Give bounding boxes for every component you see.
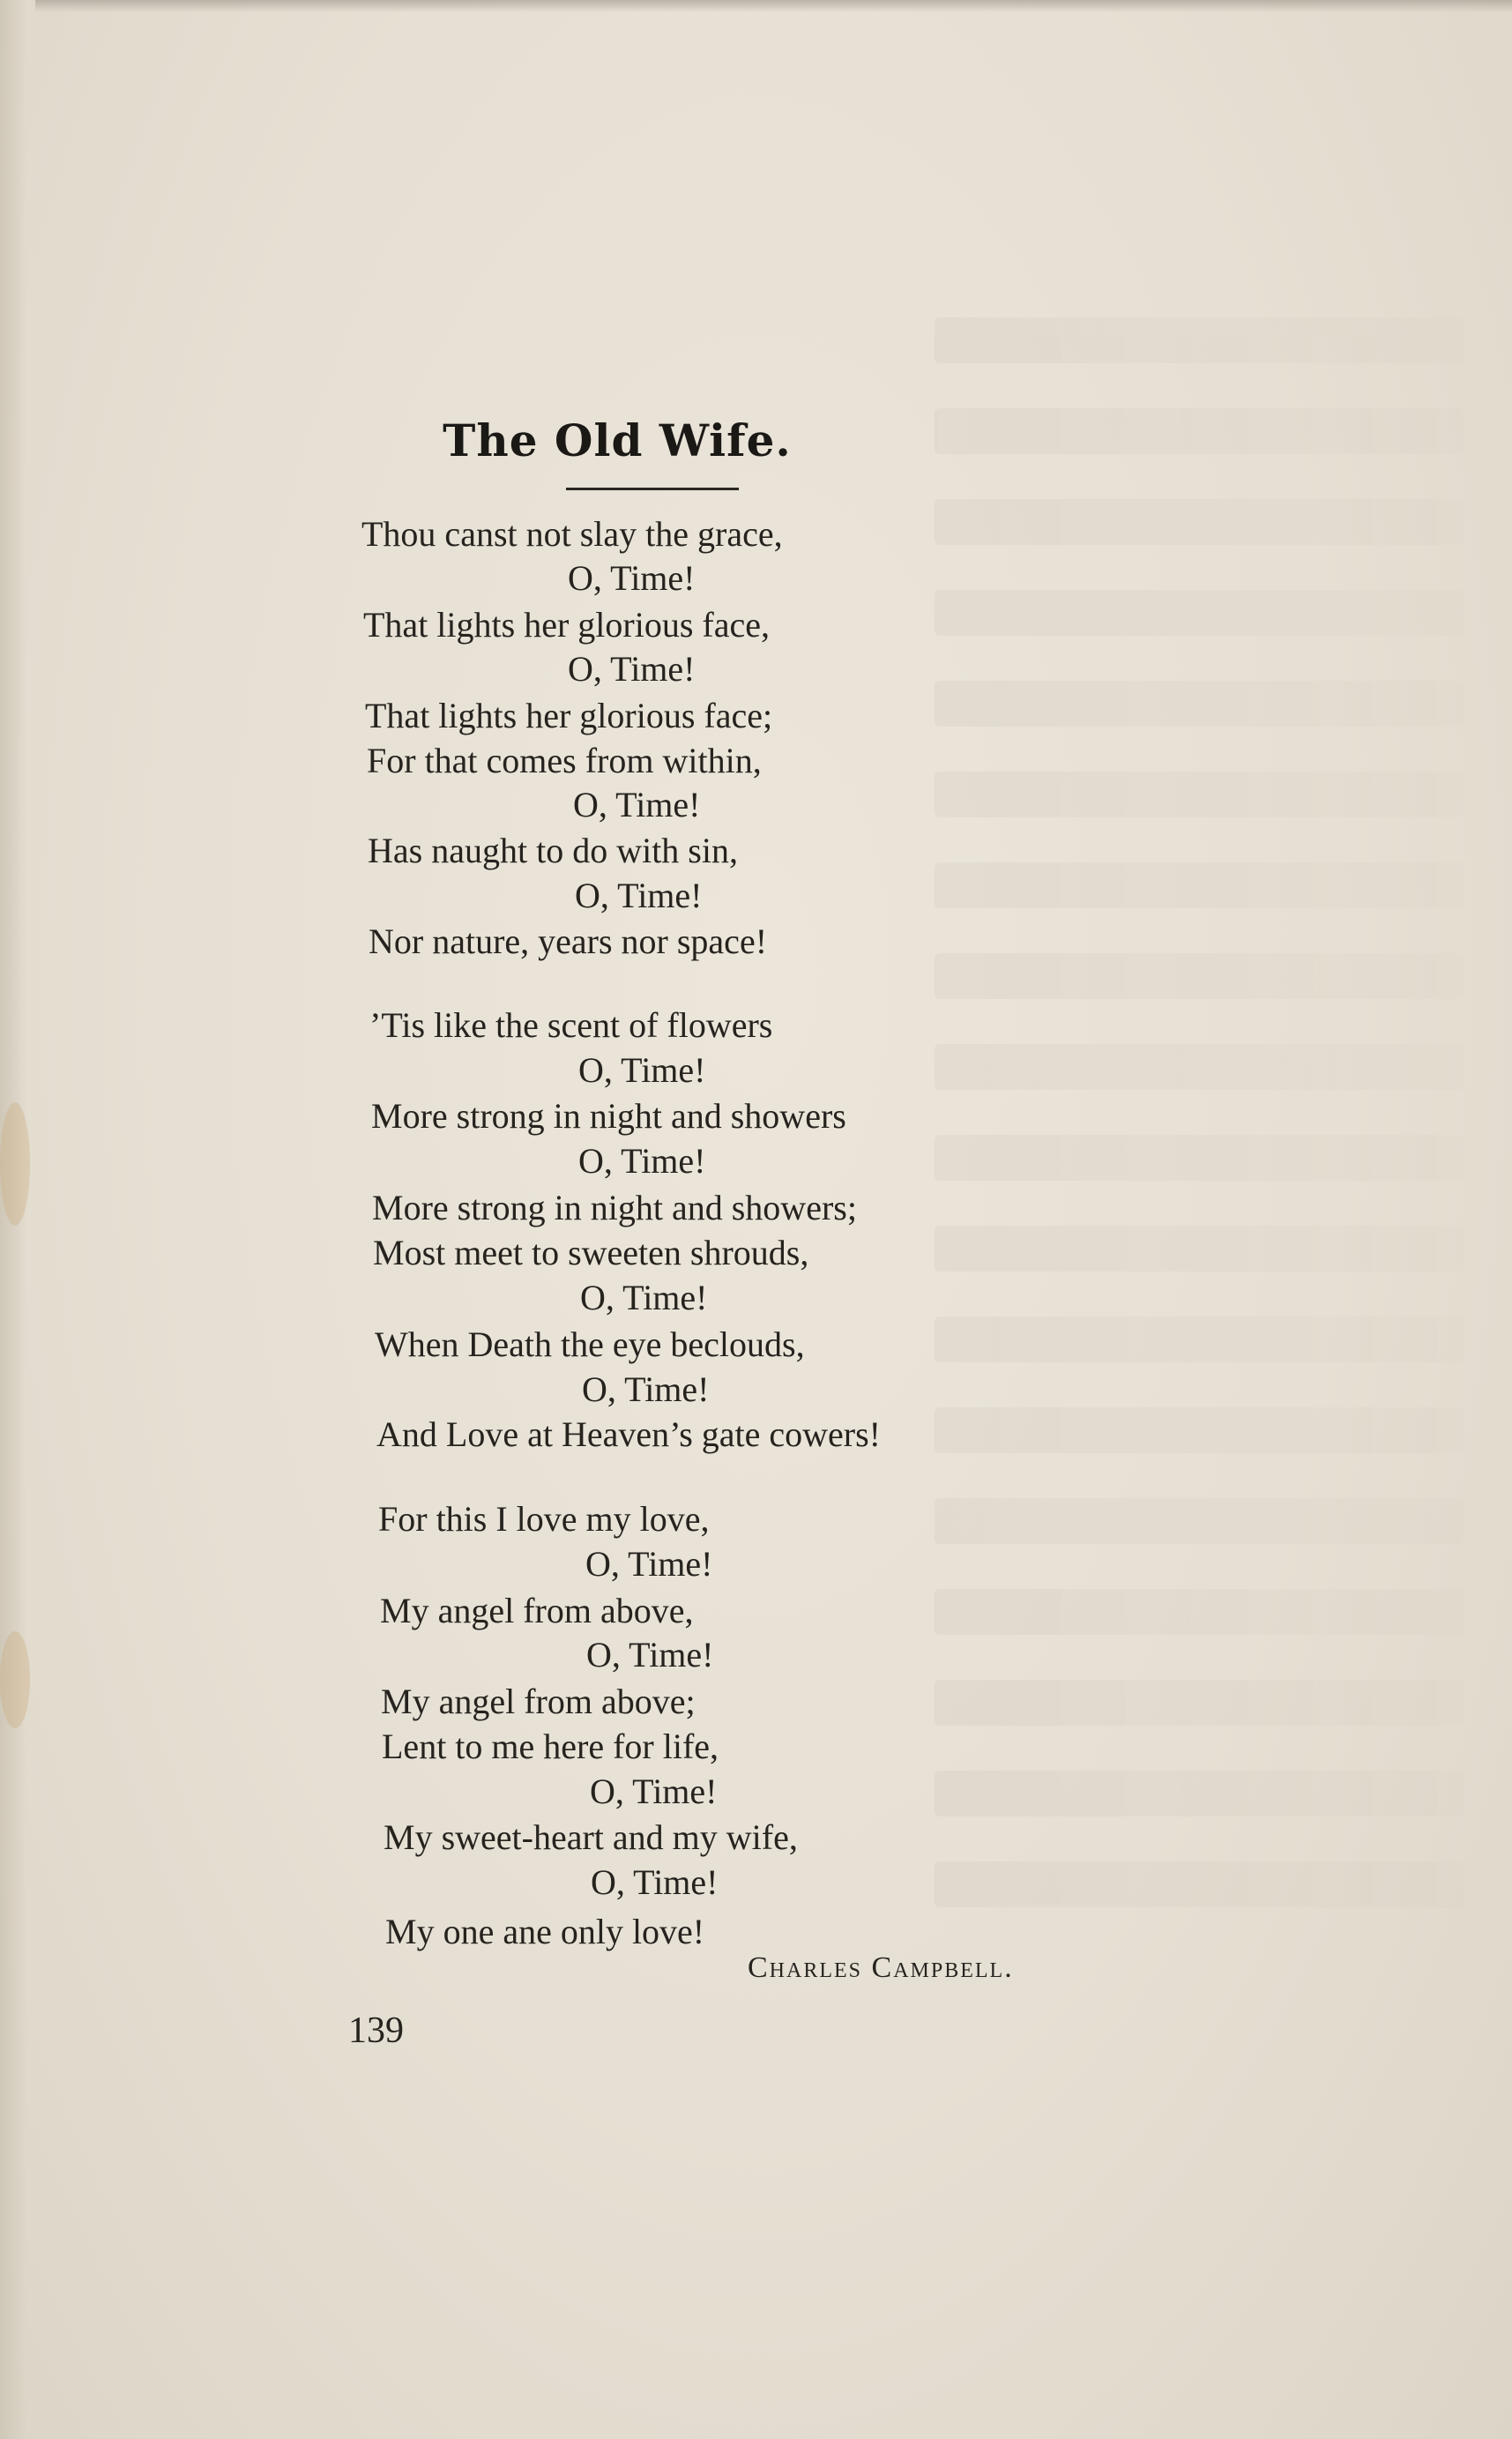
poem-line: O, Time! xyxy=(578,1141,706,1181)
author-signature: Charles Campbell. xyxy=(748,1951,1014,1984)
poem-line: My angel from above, xyxy=(380,1591,694,1630)
poem-line: My one ane only love! xyxy=(385,1912,705,1951)
poem-title: The Old Wife. xyxy=(443,414,792,466)
poem-line: That lights her glorious face, xyxy=(363,605,770,645)
poem-line: O, Time! xyxy=(575,876,703,915)
poem-line: For this I love my love, xyxy=(378,1499,710,1539)
poem-line: More strong in night and showers xyxy=(371,1096,846,1136)
poem-line: O, Time! xyxy=(582,1369,710,1409)
poem-line: Lent to me here for life, xyxy=(382,1727,719,1766)
poem-line: O, Time! xyxy=(578,1050,706,1090)
poem-line: When Death the eye beclouds, xyxy=(375,1324,805,1364)
poem-line: More strong in night and showers; xyxy=(372,1188,857,1227)
poem-line: O, Time! xyxy=(580,1278,708,1317)
poem-line: Has naught to do with sin, xyxy=(368,831,738,870)
poem-line: O, Time! xyxy=(568,558,696,598)
poem-line: And Love at Heaven’s gate cowers! xyxy=(376,1414,881,1454)
poem-line: O, Time! xyxy=(590,1771,718,1811)
poem-line: O, Time! xyxy=(586,1635,714,1674)
poem-line: My angel from above; xyxy=(381,1682,696,1721)
poem-line: Nor nature, years nor space! xyxy=(369,921,768,961)
poem-line: For that comes from within, xyxy=(367,741,762,780)
poem-line: That lights her glorious face; xyxy=(365,696,773,735)
poem-line: O, Time! xyxy=(573,785,701,824)
poem-line: O, Time! xyxy=(568,649,696,689)
poem-line: My sweet-heart and my wife, xyxy=(384,1817,798,1857)
poem-line: O, Time! xyxy=(585,1544,713,1584)
poem-line: Thou canst not slay the grace, xyxy=(361,514,783,554)
poem-line: O, Time! xyxy=(591,1862,719,1902)
page-number: 139 xyxy=(348,2010,404,2051)
poem-line: Most meet to sweeten shrouds, xyxy=(373,1233,809,1272)
poem-line: ’Tis like the scent of flowers xyxy=(369,1005,773,1045)
